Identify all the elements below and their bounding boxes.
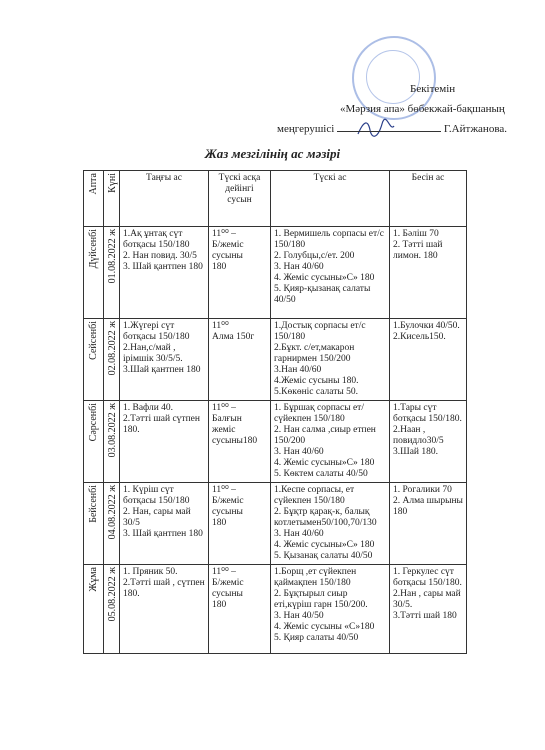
lunch-cell: 1.Борщ ,ет сүйекпен қаймақпен 150/180 2. Бұқтырыл сиыр еті,күріш гарн 150/200. 3. Нан 40/50 4. Жеміс сусыны «С»180 5. Қияр салаты 40/50 <box>271 565 390 654</box>
second-breakfast-cell: 11⁰⁰ – Б/жеміс сусыны 180 <box>209 227 271 319</box>
weekday-cell: Жұма <box>84 565 104 654</box>
date-cell: 03.08.2022 ж <box>104 401 120 483</box>
approval-name: Г.Айтжанова. <box>443 123 508 135</box>
table-row <box>84 483 467 565</box>
breakfast-cell: 1. Пряник 50. 2.Тәтті шай , сүтпен 180. <box>120 565 209 654</box>
lunch-cell: 1. Вермишель сорпасы ет/с 150/180 2. Голубцы,с/ет. 200 3. Нан 40/60 4. Жеміс сусыны»С» 180 5. Қияр-қызанақ салаты 40/50 <box>271 227 390 319</box>
approval-signatory <box>277 123 507 135</box>
header-breakfast: Таңғы ас <box>120 171 209 227</box>
breakfast-cell: 1. Күріш сүт ботқасы 150/180 2. Нан, сары май 30/5 3. Шай қантпен 180 <box>120 483 209 565</box>
approval-position: меңгерушісі <box>277 123 335 135</box>
header-second-breakfast: Түскі асқа дейінгі сусын <box>209 171 271 227</box>
date-cell: 04.08.2022 ж <box>104 483 120 565</box>
date-cell: 05.08.2022 ж <box>104 565 120 654</box>
table-row <box>84 319 467 401</box>
breakfast-cell: 1.Ақ ұнтақ сүт ботқасы 150/180 2. Нан повид. 30/5 3. Шай қантпен 180 <box>120 227 209 319</box>
table-row <box>84 227 467 319</box>
snack-cell: 1. Рогалики 70 2. Алма шырыны 180 <box>390 483 467 565</box>
page-title: Жаз мезгілінің ас мәзірі <box>204 146 341 161</box>
second-breakfast-cell: 11⁰⁰ – Б/жеміс сусыны 180 <box>209 565 271 654</box>
weekday-cell: Дүйсенбі <box>84 227 104 319</box>
breakfast-cell: 1. Вафли 40. 2.Тәтті шай сүтпен 180. <box>120 401 209 483</box>
second-breakfast-cell: 11⁰⁰ – Б/жеміс сусыны 180 <box>209 483 271 565</box>
header-week: Апта <box>84 171 104 227</box>
header-row <box>84 171 467 227</box>
lunch-cell: 1. Бұршақ сорпасы ет/сүйекпен 150/180 2. Нан салма ,сиыр етпен 150/200 3. Нан 40/60 4. Жеміс сусыны»С» 180 5. Көктем салаты 40/50 <box>271 401 390 483</box>
menu-table <box>83 170 467 654</box>
weekday-cell: Сәрсенбі <box>84 401 104 483</box>
weekday-cell: Бейсенбі <box>84 483 104 565</box>
approval-organization: «Мәрзия апа» бөбекжай-бақшаның <box>340 103 505 115</box>
approval-word: Бекітемін <box>410 83 456 95</box>
header-day: Күні <box>104 171 120 227</box>
snack-cell: 1. Геркулес сүт ботқасы 150/180. 2.Нан , сары май 30/5. 3.Тәтті шай 180 <box>390 565 467 654</box>
date-cell: 02.08.2022 ж <box>104 319 120 401</box>
signature-line <box>337 130 441 132</box>
lunch-cell: 1.Кеспе сорпасы, ет сүйекпен 150/180 2. Бұқтр қарақ-к, балық котлетымен50/100,70/130 3. Нан 40/60 4. Жеміс сусыны»С» 180 5. Қызанақ салаты 40/50 <box>271 483 390 565</box>
snack-cell: 1.Тары сүт ботқасы 150/180. 2.Наан , повидло30/5 3.Шай 180. <box>390 401 467 483</box>
snack-cell: 1. Бәліш 70 2. Тәтті шай лимон. 180 <box>390 227 467 319</box>
table-row <box>84 401 467 483</box>
snack-cell: 1.Булочки 40/50. 2.Кисель150. <box>390 319 467 401</box>
date-cell: 01.08.2022 ж <box>104 227 120 319</box>
header-snack: Бесін ас <box>390 171 467 227</box>
header-lunch: Түскі ас <box>271 171 390 227</box>
second-breakfast-cell: 11⁰⁰ – Балғын жеміс сусыны180 <box>209 401 271 483</box>
second-breakfast-cell: 11⁰⁰ Алма 150г <box>209 319 271 401</box>
weekday-cell: Сейсенбі <box>84 319 104 401</box>
table-row <box>84 565 467 654</box>
lunch-cell: 1.Достық сорпасы ет/с 150/180 2.Бұкт. с/ет,макарон гарнирмен 150/200 3.Нан 40/60 4.Жеміс сусыны 180. 5.Көкөніс салаты 50. <box>271 319 390 401</box>
breakfast-cell: 1.Жүгері сүт ботқасы 150/180 2.Нан,с/май , ірімшік 30/5/5. 3.Шай қантпен 180 <box>120 319 209 401</box>
